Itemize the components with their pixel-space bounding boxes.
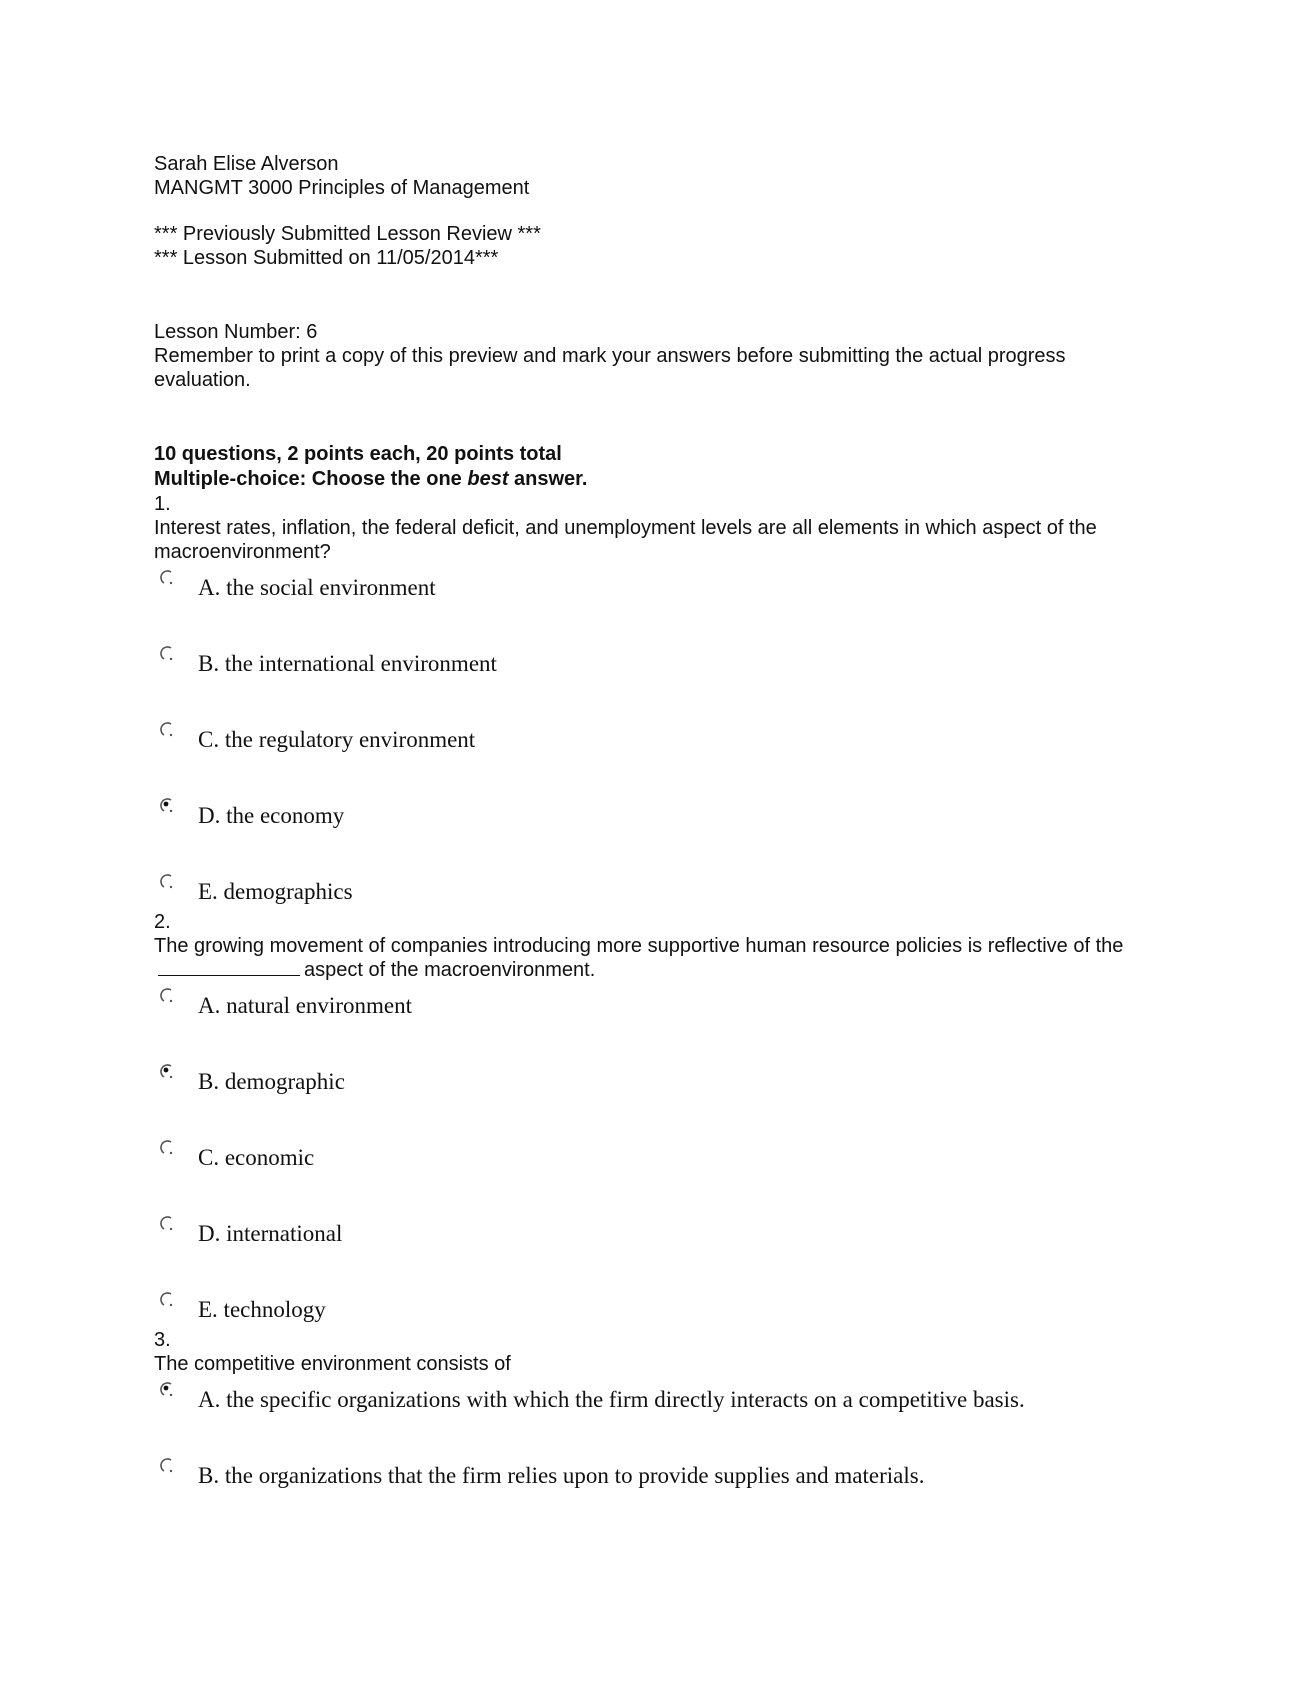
- question-text: The competitive environment consists of: [154, 1353, 511, 1375]
- radio-unselected-icon[interactable]: [158, 1456, 176, 1474]
- question-number: 3.: [154, 1329, 171, 1351]
- radio-selected-icon[interactable]: [158, 796, 176, 814]
- answer-option[interactable]: [154, 716, 1154, 792]
- answer-option[interactable]: [154, 868, 1154, 910]
- question-text: [154, 934, 1154, 982]
- question-number: 1.: [154, 493, 171, 515]
- lesson-number: Lesson Number: 6: [154, 321, 318, 343]
- question-summary: 10 questions, 2 points each, 20 points total: [154, 443, 562, 465]
- question-1: [154, 492, 1154, 910]
- instruction-emphasis: best: [467, 468, 509, 490]
- answer-option[interactable]: [154, 1134, 1154, 1210]
- student-name: Sarah Elise Alverson: [154, 153, 339, 175]
- radio-unselected-icon[interactable]: [158, 872, 176, 890]
- answer-option[interactable]: [154, 982, 1154, 1058]
- answer-option[interactable]: [154, 1286, 1154, 1328]
- question-2: [154, 910, 1154, 1328]
- answer-option-selected[interactable]: [154, 1058, 1154, 1134]
- answer-label: C. the regulatory environment: [198, 727, 476, 752]
- radio-unselected-icon[interactable]: [158, 1290, 176, 1308]
- radio-unselected-icon[interactable]: [158, 986, 176, 1004]
- review-notice: *** Previously Submitted Lesson Review ***: [154, 223, 541, 245]
- instruction-prefix: Multiple-choice: Choose the one: [154, 468, 468, 490]
- answer-option[interactable]: [154, 640, 1154, 716]
- radio-unselected-icon[interactable]: [158, 568, 176, 586]
- question-number: 2.: [154, 911, 171, 933]
- submitted-notice: *** Lesson Submitted on 11/05/2014***: [154, 247, 499, 269]
- answer-option[interactable]: [154, 564, 1154, 640]
- radio-selected-icon[interactable]: [158, 1380, 176, 1398]
- answer-label: B. demographic: [198, 1069, 345, 1094]
- radio-selected-icon[interactable]: [158, 1062, 176, 1080]
- radio-unselected-icon[interactable]: [158, 1214, 176, 1232]
- answer-label: E. demographics: [198, 879, 353, 904]
- answer-label: B. the international environment: [198, 651, 497, 676]
- radio-unselected-icon[interactable]: [158, 720, 176, 738]
- answer-label: D. the economy: [198, 803, 345, 828]
- answer-label: C. economic: [198, 1145, 315, 1170]
- lesson-review-page: [154, 152, 1154, 1528]
- answer-option-selected[interactable]: [154, 1376, 1154, 1452]
- answer-label: E. technology: [198, 1297, 326, 1322]
- answer-label: A. the specific organizations with which the firm directly interacts on a competitive basis.: [198, 1387, 1025, 1412]
- instruction-suffix: answer.: [508, 468, 588, 490]
- print-reminder: Remember to print a copy of this preview and mark your answers before submitting the actual progress evaluation.: [154, 345, 1066, 391]
- answer-option[interactable]: [154, 1452, 1154, 1528]
- radio-unselected-icon[interactable]: [158, 644, 176, 662]
- question-3: [154, 1328, 1154, 1528]
- answer-option-selected[interactable]: [154, 792, 1154, 868]
- question-text: Interest rates, inflation, the federal deficit, and unemployment levels are all elements in which aspect of the macroenvironment?: [154, 517, 1097, 563]
- answer-label: B. the organizations that the firm relies upon to provide supplies and materials.: [198, 1463, 925, 1488]
- question-text-before: The growing movement of companies introducing more supportive human resource policies is reflective of the: [154, 935, 1124, 957]
- course-title: MANGMT 3000 Principles of Management: [154, 177, 530, 199]
- radio-unselected-icon[interactable]: [158, 1138, 176, 1156]
- answer-label: D. international: [198, 1221, 343, 1246]
- answer-option[interactable]: [154, 1210, 1154, 1286]
- instruction-line: [154, 467, 1154, 492]
- answer-label: A. natural environment: [198, 993, 412, 1018]
- answer-label: A. the social environment: [198, 575, 436, 600]
- fill-in-blank: [158, 959, 300, 976]
- question-text-after: aspect of the macroenvironment.: [304, 959, 596, 981]
